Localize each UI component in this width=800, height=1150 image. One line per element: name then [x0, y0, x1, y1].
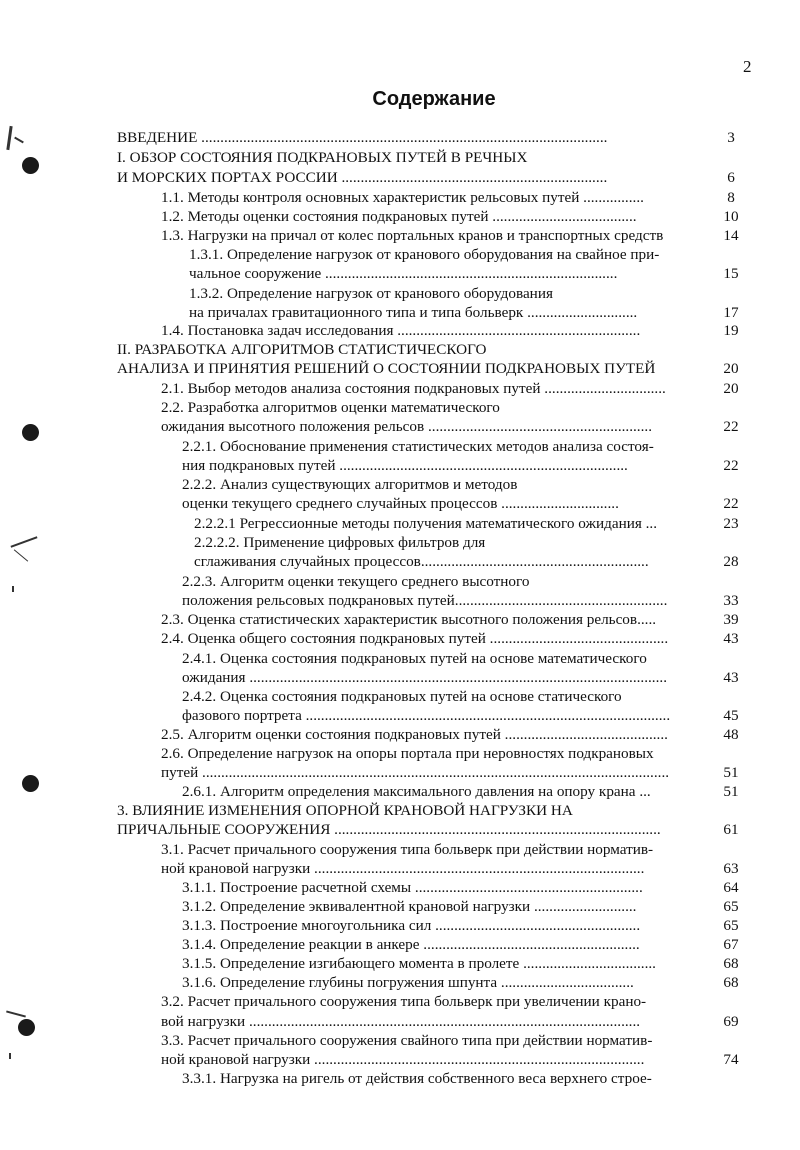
- toc-page-number: 19: [723, 322, 739, 339]
- toc-entry-line: 3.1.2. Определение эквивалентной крановой нагрузки ...........................: [182, 898, 637, 915]
- toc-page-number: 6: [727, 169, 735, 186]
- toc-entry-line: чальное сооружение .............................................................................: [189, 265, 618, 282]
- toc-entry-line: 3.1. Расчет причального сооружения типа больверк при действии норматив-: [161, 841, 654, 858]
- toc-page-number: 3: [727, 129, 735, 146]
- toc-page-number: 68: [723, 974, 739, 991]
- toc-page-number: 43: [723, 630, 739, 647]
- toc-entry-line: положения рельсовых подкрановых путей........................................................: [182, 592, 668, 609]
- toc-page-number: 51: [723, 783, 739, 800]
- toc-entry-line: путей ...........................................................................................................................: [161, 764, 670, 781]
- toc-entry-line: на причалах гравитационного типа и типа больверк .............................: [189, 304, 638, 321]
- toc-page-number: 51: [723, 764, 739, 781]
- toc-entry-line: 3.1.3. Построение многоугольника сил ......................................................: [182, 917, 641, 934]
- toc-page-number: 68: [723, 955, 739, 972]
- page-number: 2: [743, 57, 752, 76]
- toc-entry-line: 2.6.1. Алгоритм определения максимального давления на опору крана ...: [182, 783, 651, 800]
- toc-entry-line: ожидания ..............................................................................................................: [182, 669, 667, 686]
- page-title: Содержание: [372, 88, 496, 110]
- toc-page-number: 28: [723, 553, 739, 570]
- toc-entry-line: 3.1.4. Определение реакции в анкере .........................................................: [182, 936, 640, 953]
- toc-entry-line: 1.2. Методы оценки состояния подкрановых путей ......................................: [161, 208, 637, 225]
- toc-entry-line: 2.4.2. Оценка состояния подкрановых путей на основе статического: [182, 688, 622, 705]
- toc-entry-line: 3.1.1. Построение расчетной схемы ............................................................: [182, 879, 643, 896]
- toc-page-number: 10: [723, 208, 739, 225]
- toc-entry-line: оценки текущего среднего случайных процессов ...............................: [182, 495, 619, 512]
- binder-hole: [22, 775, 39, 792]
- toc-page-number: 22: [723, 418, 739, 435]
- toc-entry-line: 1.4. Постановка задач исследования ................................................................: [161, 322, 641, 339]
- toc-entry-line: 2.4. Оценка общего состояния подкрановых путей ...............................................: [161, 630, 669, 647]
- toc-page-number: 14: [723, 227, 739, 244]
- toc-entry-line: вой нагрузки .......................................................................................................: [161, 1013, 641, 1030]
- toc-page-number: 33: [723, 592, 739, 609]
- toc-entry-line: ной крановой нагрузки .......................................................................................: [161, 1051, 645, 1068]
- toc-entry-line: 2.2.2.2. Применение цифровых фильтров для: [194, 534, 486, 551]
- toc-page-number: 22: [723, 495, 739, 512]
- toc-page-number: 64: [723, 879, 739, 896]
- toc-entry-line: АНАЛИЗА И ПРИНЯТИЯ РЕШЕНИЙ О СОСТОЯНИИ ПОДКРАНОВЫХ ПУТЕЙ: [117, 360, 656, 377]
- toc-entry-line: 1.3.1. Определение нагрузок от кранового оборудования на свайное при-: [189, 246, 660, 263]
- toc-entry-line: 3.3. Расчет причального сооружения свайного типа при действии норматив-: [161, 1032, 653, 1049]
- toc-entry-line: И МОРСКИХ ПОРТАХ РОССИИ ......................................................................: [117, 169, 608, 186]
- toc-page-number: 48: [723, 726, 739, 743]
- scan-speck: [9, 1053, 11, 1059]
- binder-hole: [22, 424, 39, 441]
- toc-entry-line: 1.3. Нагрузки на причал от колес портальных кранов и транспортных средств: [161, 227, 664, 244]
- toc-page-number: 20: [723, 380, 739, 397]
- toc-entry-line: ПРИЧАЛЬНЫЕ СООРУЖЕНИЯ ......................................................................................: [117, 821, 661, 838]
- toc-page-number: 63: [723, 860, 739, 877]
- binder-hole: [22, 157, 39, 174]
- toc-entry-line: 2.4.1. Оценка состояния подкрановых путей на основе математического: [182, 650, 647, 667]
- toc-entry-line: 1.3.2. Определение нагрузок от кранового оборудования: [189, 285, 553, 302]
- toc-page-number: 43: [723, 669, 739, 686]
- toc-entry-line: ожидания высотного положения рельсов ...........................................................: [161, 418, 652, 435]
- toc-entry-line: 2.5. Алгоритм оценки состояния подкрановых путей ...........................................: [161, 726, 668, 743]
- toc-page-number: 61: [723, 821, 739, 838]
- toc-page-number: 22: [723, 457, 739, 474]
- toc-page-number: 45: [723, 707, 739, 724]
- toc-entry-line: сглаживания случайных процессов............................................................: [194, 553, 649, 570]
- toc-entry-line: 1.1. Методы контроля основных характеристик рельсовых путей ................: [161, 189, 644, 206]
- toc-page-number: 74: [723, 1051, 739, 1068]
- toc-entry-line: II. РАЗРАБОТКА АЛГОРИТМОВ СТАТИСТИЧЕСКОГО: [117, 341, 487, 358]
- scan-speck: [12, 586, 14, 592]
- toc-entry-line: 3.2. Расчет причального сооружения типа больверк при увеличении крано-: [161, 993, 647, 1010]
- toc-page-number: 17: [723, 304, 739, 321]
- toc-page-number: 15: [723, 265, 739, 282]
- toc-entry-line: ной крановой нагрузки .......................................................................................: [161, 860, 645, 877]
- toc-entry-line: ВВЕДЕНИЕ ...........................................................................................................: [117, 129, 608, 146]
- toc-entry-line: 2.2.2.1 Регрессионные методы получения математического ожидания ...: [194, 515, 658, 532]
- toc-page-number: 67: [723, 936, 739, 953]
- toc-entry-line: 2.6. Определение нагрузок на опоры портала при неровностях подкрановых: [161, 745, 654, 762]
- toc-entry-line: фазового портрета ................................................................................................: [182, 707, 671, 724]
- toc-entry-line: 3.1.5. Определение изгибающего момента в пролете ...................................: [182, 955, 656, 972]
- toc-entry-line: ния подкрановых путей ............................................................................: [182, 457, 628, 474]
- toc-entry-line: 2.2.2. Анализ существующих алгоритмов и методов: [182, 476, 518, 493]
- toc-entry-line: 2.2.1. Обоснование применения статистических методов анализа состоя-: [182, 438, 654, 455]
- toc-page-number: 65: [723, 898, 739, 915]
- toc-entry-line: 3. ВЛИЯНИЕ ИЗМЕНЕНИЯ ОПОРНОЙ КРАНОВОЙ НАГРУЗКИ НА: [117, 802, 573, 819]
- toc-page-number: 20: [723, 360, 739, 377]
- toc-page-number: 23: [723, 515, 739, 532]
- toc-page-number: 65: [723, 917, 739, 934]
- toc-entry-line: 2.3. Оценка статистических характеристик высотного положения рельсов.....: [161, 611, 657, 628]
- toc-entry-line: 2.1. Выбор методов анализа состояния подкрановых путей ................................: [161, 380, 666, 397]
- toc-page-number: 8: [727, 189, 735, 206]
- toc-page-number: 69: [723, 1013, 739, 1030]
- toc-entry-line: I. ОБЗОР СОСТОЯНИЯ ПОДКРАНОВЫХ ПУТЕЙ В РЕЧНЫХ: [117, 149, 528, 166]
- toc-entry-line: 2.2. Разработка алгоритмов оценки математического: [161, 399, 500, 416]
- toc-entry-line: 2.2.3. Алгоритм оценки текущего среднего высотного: [182, 573, 530, 590]
- toc-entry-line: 3.1.6. Определение глубины погружения шпунта ...................................: [182, 974, 634, 991]
- binder-hole: [18, 1019, 35, 1036]
- toc-entry-line: 3.3.1. Нагрузка на ригель от действия собственного веса верхнего строе-: [182, 1070, 652, 1087]
- toc-page-number: 39: [723, 611, 739, 628]
